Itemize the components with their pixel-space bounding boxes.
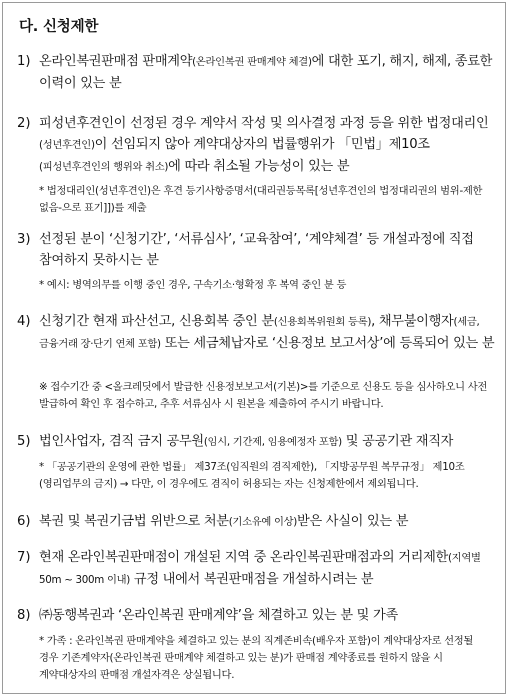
item-text-note: (성년후견인) — [39, 139, 95, 151]
item-text — [39, 51, 495, 94]
item-text-run: ㈜동행복권과 ‘온라인복권 판매계약’을 체결하고 있는 분 및 가족 — [39, 608, 398, 623]
item-number: 4) — [17, 314, 31, 329]
item-text — [39, 229, 495, 271]
item-text-run: 현재 온라인복권판매점이 개설된 지역 중 온라인복권판매점과의 거리제한 — [39, 550, 448, 565]
item-text-run: 에 대한 포기, 해지, 해제, 종료한 이력이 있는 분 — [39, 54, 493, 91]
item-number: 1) — [17, 54, 31, 69]
item-number: 5) — [17, 434, 31, 449]
note-text: * 법정대리인(성년후견인)은 후견 등기사항증명서(대리권등목록[성년후견인의 법정대리권의 범위-제한 없음-으로 표기]])를 제출 — [39, 185, 483, 214]
item-number: 7) — [17, 550, 31, 565]
item-text — [39, 547, 495, 591]
note-text: * 가족 : 온라인복권 판매계약을 체결하고 있는 분의 직계존비속(배우자 포함)이 계약대상자로 선정될 경우 기존계약자(온라인복권 판매계약 체결하고 있는 분)가 판매점 계약종료를 원하지 않을 시 계약대상자의 판매점 개설자격은 상실됩니다. — [39, 635, 474, 681]
restriction-item — [17, 547, 495, 591]
item-text-run: 신청기간 현재 파산선고, 신용회복 중인 분 — [39, 314, 274, 329]
item-text-run: 법인사업자, 겸직 금지 공무원 — [39, 434, 204, 449]
item-text-run: 에 따라 취소될 가능성이 있는 분 — [168, 159, 350, 174]
item-text — [39, 431, 453, 453]
restriction-item — [17, 51, 495, 94]
document-page — [2, 2, 506, 694]
item-text-run: 복권 및 복권기금법 위반으로 처분 — [39, 514, 229, 529]
item-text-run: 선정된 분이 ‘신청기간’, ‘서류심사’, ‘교육참여’, ‘계약체결’ 등 개설과정에 직접 참여하지 못하시는 분 — [39, 232, 474, 268]
note-text: * 예시: 병역의무를 이행 중인 경우, 구속기소·형확정 후 복역 중인 분 등 — [39, 279, 347, 291]
item-number: 6) — [17, 514, 31, 529]
item-text-run: 이 선임되지 않아 계약대상자의 법률행위가 「민법」제10조 — [94, 137, 430, 152]
section-title: 다. 신청제한 — [19, 19, 99, 35]
restriction-item — [17, 311, 495, 355]
item-text-run: 온라인복권판매점 판매계약 — [39, 54, 193, 69]
restriction-item — [17, 511, 495, 533]
item-text-run: 받은 사실이 있는 분 — [297, 514, 409, 529]
restriction-item — [17, 113, 495, 178]
item-number: 8) — [17, 608, 31, 623]
item-text-note: (온라인복권 판매계약 체결) — [192, 56, 312, 68]
item-text — [39, 511, 408, 533]
item-text-run: 또는 세금체납자로 ‘신용정보 보고서상’에 등록되어 있는 분 — [160, 336, 495, 351]
item-number: 2) — [17, 116, 31, 131]
note-text: ※ 접수기간 중 <올크레딧에서 발급한 신용정보보고서(기본)>를 기준으로 신용도 등을 심사하오니 사전 발급하여 확인 후 접수하고, 추후 서류심사 시 원본을 제출하여 주시기 바랍니다. — [39, 381, 488, 410]
item-text — [39, 311, 495, 355]
item-text — [39, 605, 398, 626]
item-text-run: 규정 내에서 복권판매점을 개설하시려는 분 — [129, 572, 374, 587]
restriction-item — [17, 605, 495, 626]
item-text-note: (신용회복위원회 등록) — [273, 316, 372, 328]
item-text-run: 및 공공기관 재직자 — [341, 434, 454, 449]
item-text-note: (피성년후견인의 행위와 취소) — [39, 161, 169, 173]
item-number: 3) — [17, 232, 31, 247]
item-text-run: , 채무불이행자 — [371, 314, 454, 329]
item-text-note: (세금, 금융거래 장·단기 연체 포함) — [39, 316, 480, 350]
restriction-item — [17, 431, 495, 453]
note-text: * 「공공기관의 운영에 관한 법률」 제37조(임직원의 겸직제한), 「지방공무원 복무규정」 제10조(영리업무의 금지) → 다만, 이 경우에도 겸직이 허용되는 자는 신청제한에서 제외됩니다. — [39, 461, 465, 490]
item-text — [39, 113, 495, 178]
item-text-note: (임시, 기간제, 임용예정자 포함) — [203, 436, 342, 448]
item-text-note: (기소유예 이상) — [228, 516, 298, 528]
restriction-item — [17, 229, 495, 271]
item-text-run: 피성년후견인이 선정된 경우 계약서 작성 및 의사결정 과정 등을 위한 법정대리인 — [39, 116, 489, 131]
item-text-note: (지역별 50m ~ 300m 이내) — [39, 552, 481, 586]
